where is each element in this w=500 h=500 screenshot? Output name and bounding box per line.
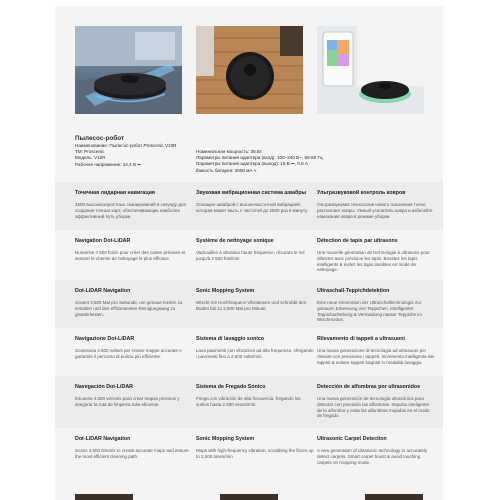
feature-text: Scans 4,500 times/s to create accurate maps and ensure the most efficient cleaning path. <box>75 448 189 459</box>
spec-line: Рабочее напряжение: 14,4 В ⎓ <box>75 161 141 167</box>
feature-text: Escanea 4.500 veces/s para crear mapas precisos y asegurar la ruta de limpieza más eficiente. <box>75 396 180 407</box>
app-mop-map-photo <box>317 26 424 114</box>
feature-text: Lava pavimenti con vibrazioni ad alta frequenza, sfregando i pavimenti fino a 2.500 volte/min. <box>196 348 314 359</box>
spec-title: Пылесос-робот <box>75 135 125 142</box>
feature-carpet <box>317 238 435 273</box>
feature-text: Ультразвуковая технология нового поколения точно распознает ковры. Умный усилитель ковра и избегайте намокания ковра в режиме уборки <box>317 202 433 219</box>
feature-heading: Sistema de Fregado Sónico <box>196 384 266 390</box>
feature-text: Mops with high-frequency vibration, scrubbing the floors up to 2,500 times/min. <box>196 448 314 459</box>
feature-lidar <box>75 336 193 360</box>
feature-text: Wischt mit Hochfrequenz-Vibrationen und schrubbt den Boden bis zu 2,500 Mal pro Minute. <box>196 300 307 311</box>
spec-line: Ёмкость батареи: 2600 мА·ч <box>196 167 257 173</box>
feature-text: Eine neue Generation der Ultraschalltechnologie zur genauen Erkennung von Teppichen. Intelligenter Teppichanhebung & Vermeidung nasser Teppiche im Wischmodus. <box>317 300 422 323</box>
footer-tab <box>220 494 278 500</box>
feature-mop <box>196 336 314 360</box>
feature-heading: Navigation Dot-LiDAR <box>75 238 131 244</box>
feature-mop <box>196 384 314 408</box>
feature-heading: Dot-LiDAR Navigation <box>75 288 131 294</box>
feature-text: 4500 высокоскоростных сканирований в секунду для создания точных карт, обеспечивающих наиболее эффективный путь уборки <box>75 202 186 219</box>
feature-text: Scannt 4,500 Mal pro Sekunde, um genaue Karten zu erstellen und den effizientesten Reinigungsweg zu gewährleisten. <box>75 300 183 317</box>
feature-heading: Точечная лидарная навигация <box>75 190 155 196</box>
footer-tab <box>75 494 133 500</box>
feature-heading: Système de nettoyage sonique <box>196 238 274 244</box>
feature-carpet <box>317 336 435 365</box>
product-leaflet <box>55 6 443 500</box>
feature-lidar <box>75 288 193 317</box>
feature-heading: Sonic Mopping System <box>196 436 255 442</box>
robot-lidar-light-photo <box>75 26 182 114</box>
feature-row-ru <box>55 182 443 230</box>
feature-lidar <box>75 384 193 408</box>
feature-heading: Ultraschall-Teppichdetektion <box>317 288 390 294</box>
feature-mop <box>196 190 314 214</box>
feature-heading: Navegación Dot-LiDAR <box>75 384 133 390</box>
feature-heading: Ультразвуковой контроль ковров <box>317 190 406 196</box>
feature-lidar <box>75 190 193 219</box>
feature-row-fr <box>55 230 443 280</box>
feature-text: Una nuova generazione di tecnologia ad ultrasuoni per rilevare con precisione i tappeti. Incremento intelligente dei tappeti & evitare tappeti bagnati in modalità lavaggio. <box>317 348 435 365</box>
spec-line: Модель: V10R <box>75 155 106 161</box>
spec-line: TM: Proscenic <box>75 149 105 155</box>
feature-carpet <box>317 190 435 219</box>
feature-lidar <box>75 436 193 460</box>
feature-heading: Ultrasonic Carpet Detection <box>317 436 387 442</box>
robot-wood-floor-photo <box>196 26 303 114</box>
feature-mop <box>196 238 314 262</box>
spec-line: Наименование: Пылесос-робот Proscenic V10R <box>75 143 177 148</box>
feature-heading: Rilevamento di tappeti a ultrasuoni <box>317 336 406 342</box>
feature-text: Una nueva generación de tecnología ultrasónica para detectar con precisión las alfombras. Impulso inteligente de la alfombra y evita las alfombras mojadas en el modo de fregado. <box>317 396 430 419</box>
spec-line: Номинальная мощность: 35 Вт <box>196 149 262 154</box>
feature-mop <box>196 436 314 460</box>
feature-text: Оснащен шваброй с высокочастотной вибрацией, которая может мыть с частотой до 2500 раз в минуту <box>196 202 308 213</box>
feature-mop <box>196 288 314 312</box>
feature-row-it <box>55 328 443 376</box>
feature-heading: Звуковая вибрационная система швабры <box>196 190 306 196</box>
feature-carpet <box>317 288 435 323</box>
feature-text: Vadrouilles à vibration haute fréquence, récurant le sol jusqu'à 2 500 fois/min. <box>196 250 305 261</box>
feature-heading: Dot-LiDAR Navigation <box>75 436 131 442</box>
spec-line: Параметры питания адаптера (вход): 100–240 В~, 50-60 Гц <box>196 155 323 161</box>
feature-heading: Navigazione Dot-LiDAR <box>75 336 135 342</box>
feature-lidar <box>75 238 193 262</box>
feature-heading: Détection de tapis par ultrasons <box>317 238 398 244</box>
feature-carpet <box>317 384 435 419</box>
spec-left <box>75 134 176 168</box>
feature-text: Une nouvelle génération de technologie à ultrasons pour détecter avec précision les tapis. Boostez les tapis intelligents & évitez les tapis lavables en mode de nettoyage. <box>317 250 430 273</box>
feature-heading: Sistema di lavaggio sonico <box>196 336 264 342</box>
spec-right <box>196 149 323 174</box>
feature-heading: Sonic Mopping System <box>196 288 255 294</box>
feature-row-es <box>55 376 443 428</box>
feature-text: Numérise 4 500 fois/s pour créer des cartes précises et assurer le chemin de nettoyage le plus efficace. <box>75 250 186 261</box>
spec-line: Параметры питания адаптера (выход): 19 В ⎓, 0,6 А <box>196 161 308 167</box>
feature-heading: Detección de alfombras por ultrasonidos <box>317 384 421 390</box>
feature-text: A new generation of ultrasonic technology to accurately detect carpets. Smart carpet boost & avoid touching carpets on mopping mode. <box>317 448 428 465</box>
feature-row-en <box>55 428 443 488</box>
feature-carpet <box>317 436 435 465</box>
feature-row-de <box>55 280 443 328</box>
feature-text: Friega con vibración de alta frecuencia, fregando los suelos hasta 2.500 veces/min. <box>196 396 301 407</box>
feature-text: Scansiona 4.500 volte/s per creare mappe accurate e garantire il percorso di pulizia più efficiente. <box>75 348 182 359</box>
footer-tab <box>365 494 423 500</box>
